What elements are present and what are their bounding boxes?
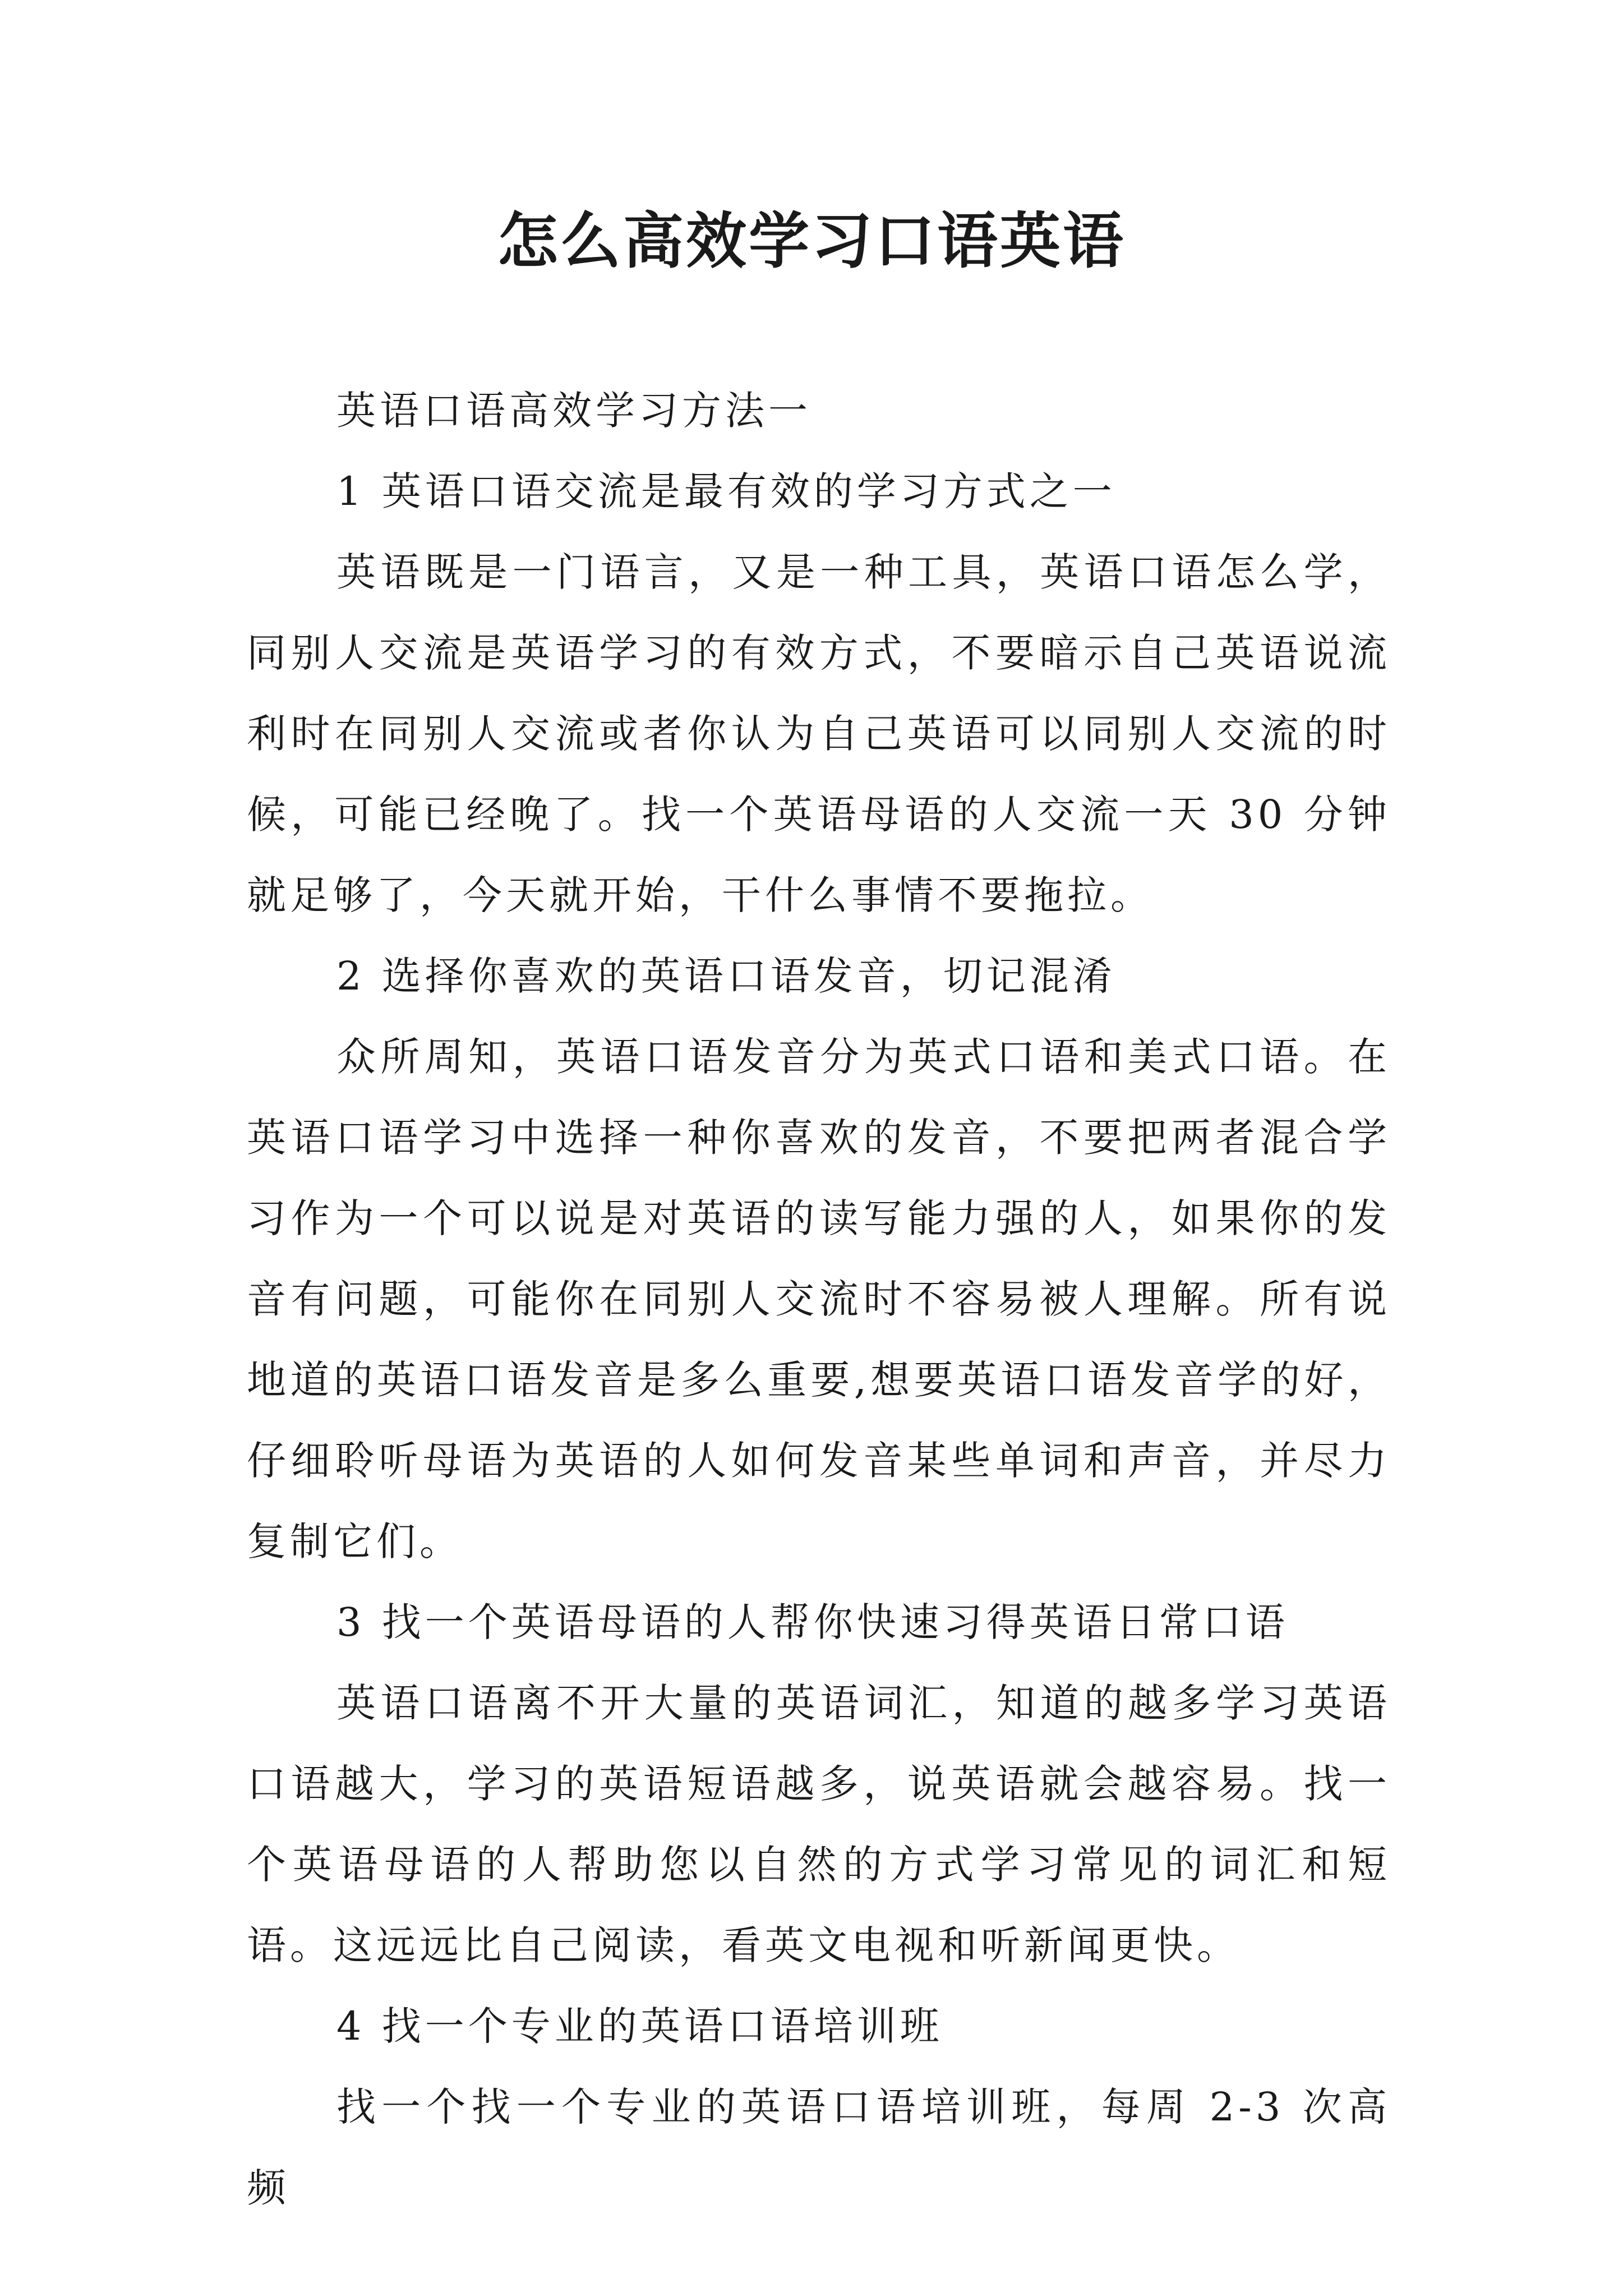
point-heading-1: 1 英语口语交流是最有效的学习方式之一 — [336, 468, 1116, 514]
body-paragraph-2: 众所周知，英语口语发音分为英式口语和美式口语。在英语口语学习中选择一种你喜欢的发音，不要把两者混合学习作为一个可以说是对英语的读写能力强的人，如果你的发音有问题，可能你在同别人交流时不容易被人理解。所有说地道的英语口语发音是多么重要,想要英语口语发音学的好，仔细聆听母语为英语的人如何发音某些单词和声音，并尽力复制它们。 — [247, 1034, 1391, 1565]
document-title: 怎么高效学习口语英语 — [497, 206, 1126, 277]
body-paragraph-3: 英语口语离不开大量的英语词汇，知道的越多学习英语口语越大，学习的英语短语越多，说英语就会越容易。找一个英语母语的人帮助您以自然的方式学习常见的词汇和短语。这远远比自己阅读，看英文电视和听新闻更快。 — [247, 1680, 1391, 1968]
body-paragraph-1: 英语既是一门语言，又是一种工具，英语口语怎么学，同别人交流是英语学习的有效方式，不要暗示自己英语说流利时在同别人交流或者你认为自己英语可以同别人交流的时候，可能已经晚了。找一个英语母语的人交流一天 30 分钟就足够了，今天就开始，干什么事情不要拖拉。 — [247, 549, 1391, 918]
section-heading-method-one: 英语口语高效学习方法一 — [336, 388, 811, 434]
point-heading-4: 4 找一个专业的英语口语培训班 — [336, 2003, 943, 2049]
body-paragraph-4: 找一个找一个专业的英语口语培训班，每周 2-3 次高频 — [247, 2084, 1391, 2211]
point-heading-2: 2 选择你喜欢的英语口语发音，切记混淆 — [336, 953, 1116, 999]
document-body — [247, 370, 1391, 2228]
point-heading-3: 3 找一个英语母语的人帮你快速习得英语日常口语 — [336, 1599, 1289, 1645]
